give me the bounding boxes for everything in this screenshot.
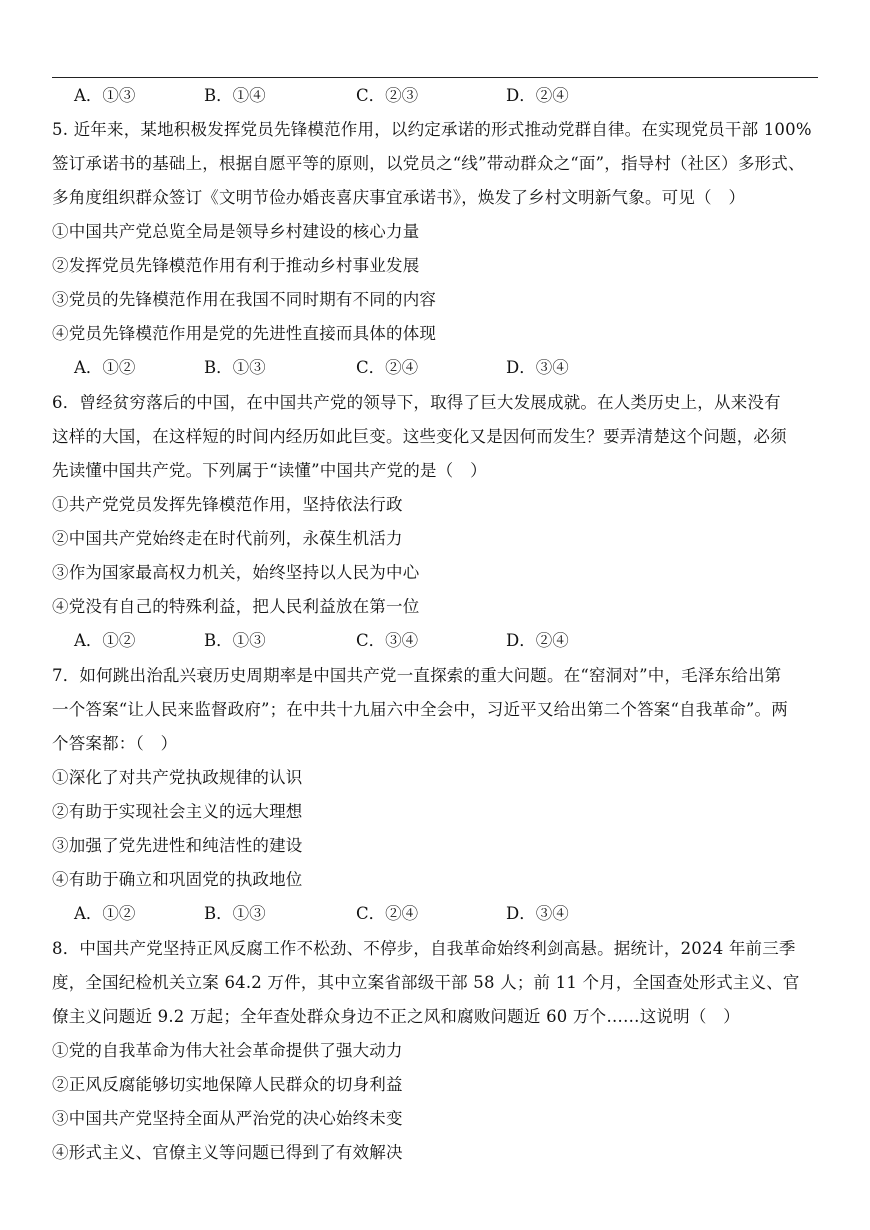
q6-choice-b: B．①③: [204, 631, 266, 650]
q6-option-2: ②中国共产党始终走在时代前列，永葆生机活力: [52, 529, 403, 548]
q6-option-4: ④党没有自己的特殊利益，把人民利益放在第一位: [52, 597, 420, 616]
q5-choice-a: A．①②: [74, 358, 136, 377]
q5-stem-line-1: 5. 近年来，某地积极发挥党员先锋模范作用，以约定承诺的形式推动党群自律。在实现党员干部 100%: [52, 120, 812, 139]
q6-choice-c: C．③④: [356, 631, 419, 650]
q4-choice-c: C．②③: [356, 86, 419, 105]
q8-stem-line-2: 度，全国纪检机关立案 64.2 万件，其中立案省部级干部 58 人；前 11 个月，全国查处形式主义、官: [52, 973, 800, 992]
q5-option-3: ③党员的先锋模范作用在我国不同时期有不同的内容: [52, 290, 437, 309]
q5-option-4: ④党员先锋模范作用是党的先进性直接而具体的体现: [52, 324, 437, 343]
q6-option-1: ①共产党党员发挥先锋模范作用，坚持依法行政: [52, 495, 403, 514]
q4-choice-a: A．①③: [74, 86, 136, 105]
q5-option-1: ①中国共产党总览全局是领导乡村建设的核心力量: [52, 222, 420, 241]
q7-option-4: ④有助于确立和巩固党的执政地位: [52, 870, 303, 889]
q7-choice-b: B．①③: [204, 904, 266, 923]
q7-option-1: ①深化了对共产党执政规律的认识: [52, 768, 303, 787]
q6-choice-a: A．①②: [74, 631, 136, 650]
q6-stem-line-2: 这样的大国，在这样短的时间内经历如此巨变。这些变化又是因何而发生？要弄清楚这个问题，必须: [52, 427, 787, 446]
q8-option-4: ④形式主义、官僚主义等问题已得到了有效解决: [52, 1143, 403, 1162]
q8-stem-line-3: 僚主义问题近 9.2 万起；全年查处群众身边不正之风和腐败问题近 60 万个……这说明（ ）: [52, 1007, 740, 1026]
q7-choice-d: D．③④: [506, 904, 569, 923]
q6-stem-line-1: 6．曾经贫穷落后的中国，在中国共产党的领导下，取得了巨大发展成就。在人类历史上，从来没有: [52, 393, 781, 412]
q8-option-2: ②正风反腐能够切实地保障人民群众的切身利益: [52, 1075, 403, 1094]
q8-option-1: ①党的自我革命为伟大社会革命提供了强大动力: [52, 1041, 403, 1060]
q6-stem-line-3: 先读懂中国共产党。下列属于“读懂”中国共产党的是（ ）: [52, 461, 487, 480]
q5-choice-d: D．③④: [506, 358, 569, 377]
q5-choice-c: C．②④: [356, 358, 419, 377]
q6-choice-d: D．②④: [506, 631, 569, 650]
q5-choice-b: B．①③: [204, 358, 266, 377]
q5-stem-line-3: 多角度组织群众签订《文明节俭办婚丧喜庆事宜承诺书》，焕发了乡村文明新气象。可见（ ）: [52, 188, 746, 207]
q6-option-3: ③作为国家最高权力机关，始终坚持以人民为中心: [52, 563, 420, 582]
q7-stem-line-3: 个答案都：（ ）: [52, 734, 178, 753]
q5-option-2: ②发挥党员先锋模范作用有利于推动乡村事业发展: [52, 256, 420, 275]
q8-stem-line-1: 8．中国共产党坚持正风反腐工作不松劲、不停步，自我革命始终利剑高悬。据统计，2024 年前三季: [52, 939, 796, 958]
q7-stem-line-2: 一个答案“让人民来监督政府”；在中共十九届六中全会中，习近平又给出第二个答案“自我革命”。两: [52, 700, 788, 719]
q5-stem-line-2: 签订承诺书的基础上，根据自愿平等的原则，以党员之“线”带动群众之“面”，指导村（社区）多形式、: [52, 154, 805, 173]
header-rule: [52, 77, 818, 78]
q7-option-3: ③加强了党先进性和纯洁性的建设: [52, 836, 303, 855]
q7-stem-line-1: 7．如何跳出治乱兴衰历史周期率是中国共产党一直探索的重大问题。在“窑洞对”中，毛泽东给出第: [52, 666, 782, 685]
q8-option-3: ③中国共产党坚持全面从严治党的决心始终未变: [52, 1109, 403, 1128]
q4-choice-d: D．②④: [506, 86, 569, 105]
q7-choice-a: A．①②: [74, 904, 136, 923]
q4-choice-b: B．①④: [204, 86, 266, 105]
q7-choice-c: C．②④: [356, 904, 419, 923]
q7-option-2: ②有助于实现社会主义的远大理想: [52, 802, 303, 821]
